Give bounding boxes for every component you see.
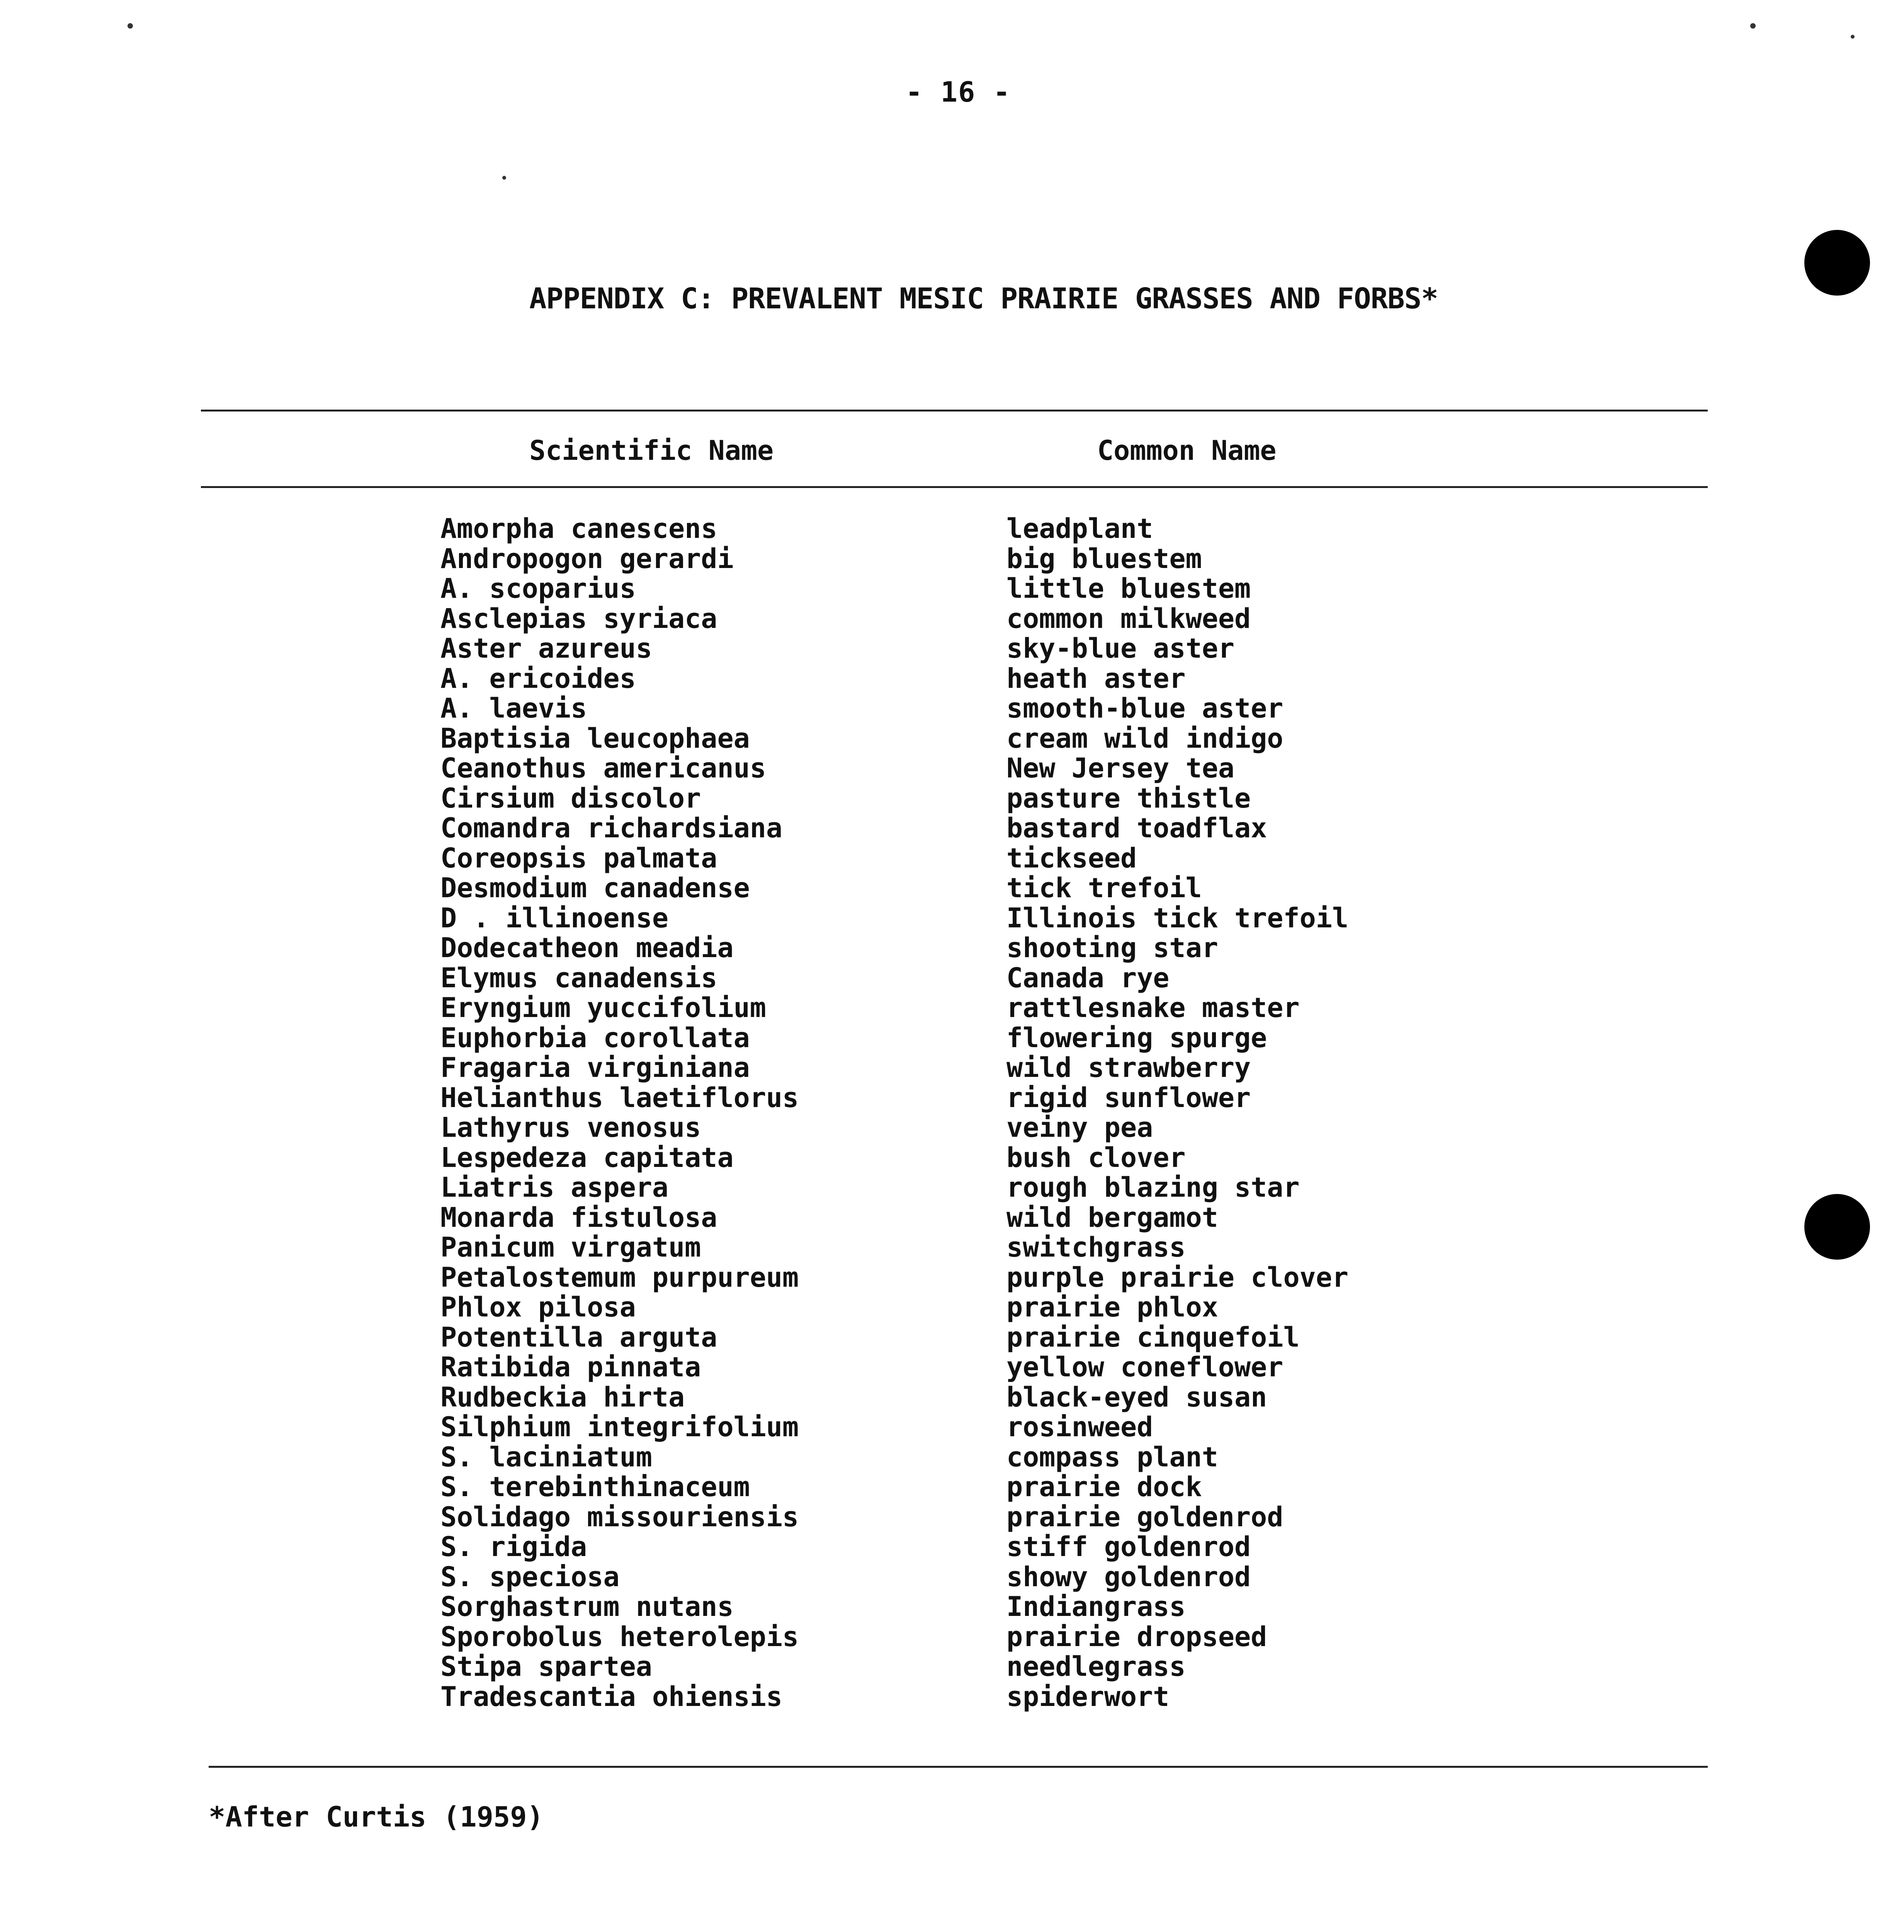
scientific-name-cell: Cirsium discolor xyxy=(440,782,701,814)
common-name-cell: veiny pea xyxy=(1006,1112,1153,1143)
common-name-cell: rattlesnake master xyxy=(1006,992,1300,1024)
scientific-name-cell: S. rigida xyxy=(440,1531,587,1563)
scientific-name-cell: Liatris aspera xyxy=(440,1172,669,1203)
scientific-name-cell: Desmodium canadense xyxy=(440,872,750,904)
binder-hole-top xyxy=(1804,230,1870,296)
common-name-cell: black-eyed susan xyxy=(1006,1381,1267,1413)
common-name-cell: big bluestem xyxy=(1006,543,1202,575)
table-row xyxy=(440,1502,1368,1532)
scientific-name-cell: Ceanothus americanus xyxy=(440,752,766,784)
table-row xyxy=(440,1383,1368,1413)
scientific-name-cell: A. scoparius xyxy=(440,573,636,604)
scan-speck xyxy=(1851,35,1855,39)
table-top-rule xyxy=(201,410,1708,412)
scientific-name-cell: Andropogon gerardi xyxy=(440,543,734,575)
table-row xyxy=(440,1233,1368,1263)
scientific-name-cell: Fragaria virginiana xyxy=(440,1052,750,1083)
common-name-cell: little bluestem xyxy=(1006,573,1251,604)
scientific-name-cell: D . illinoense xyxy=(440,902,669,934)
common-name-cell: compass plant xyxy=(1006,1441,1218,1473)
table-row xyxy=(440,1412,1368,1442)
common-name-cell: tickseed xyxy=(1006,842,1137,874)
table-row xyxy=(440,784,1368,814)
scientific-name-cell: Sporobolus heterolepis xyxy=(440,1621,799,1653)
table-row xyxy=(440,664,1368,694)
scientific-name-cell: A. ericoides xyxy=(440,662,636,694)
binder-hole-middle xyxy=(1804,1194,1870,1260)
scan-speck xyxy=(128,23,133,29)
scientific-name-cell: S. speciosa xyxy=(440,1561,620,1593)
common-name-cell: bastard toadflax xyxy=(1006,812,1267,844)
common-name-cell: shooting star xyxy=(1006,932,1218,964)
common-name-cell: leadplant xyxy=(1006,513,1153,544)
common-name-cell: wild bergamot xyxy=(1006,1201,1218,1233)
table-row xyxy=(440,1293,1368,1323)
common-name-cell: switchgrass xyxy=(1006,1231,1186,1263)
common-name-header: Common Name xyxy=(1097,435,1277,466)
scientific-name-cell: Elymus canadensis xyxy=(440,962,717,994)
common-name-cell: smooth-blue aster xyxy=(1006,692,1284,724)
common-name-cell: prairie cinquefoil xyxy=(1006,1321,1300,1353)
scientific-name-cell: Stipa spartea xyxy=(440,1651,652,1682)
scientific-name-cell: Amorpha canescens xyxy=(440,513,717,544)
table-row xyxy=(440,1023,1368,1053)
scientific-name-cell: Lespedeza capitata xyxy=(440,1141,734,1173)
table-row xyxy=(440,844,1368,874)
common-name-cell: prairie goldenrod xyxy=(1006,1501,1284,1533)
table-row xyxy=(440,1592,1368,1622)
table-row xyxy=(440,544,1368,574)
table-row xyxy=(440,1532,1368,1562)
scientific-name-cell: Petalostemum purpureum xyxy=(440,1261,799,1293)
common-name-cell: Canada rye xyxy=(1006,962,1170,994)
scientific-name-cell: Aster azureus xyxy=(440,633,652,664)
species-table-body xyxy=(440,514,1368,1712)
common-name-cell: New Jersey tea xyxy=(1006,752,1235,784)
table-row xyxy=(440,694,1368,724)
table-row xyxy=(440,1682,1368,1712)
common-name-cell: showy goldenrod xyxy=(1006,1561,1251,1593)
table-row xyxy=(440,1472,1368,1502)
table-row xyxy=(440,1442,1368,1473)
scientific-name-cell: Baptisia leucophaea xyxy=(440,722,750,754)
common-name-cell: tick trefoil xyxy=(1006,872,1202,904)
scientific-name-cell: Panicum virgatum xyxy=(440,1231,701,1263)
scientific-name-cell: Lathyrus venosus xyxy=(440,1112,701,1143)
table-row xyxy=(440,724,1368,754)
scientific-name-cell: S. terebinthinaceum xyxy=(440,1471,750,1503)
scientific-name-cell: Potentilla arguta xyxy=(440,1321,717,1353)
common-name-cell: prairie dropseed xyxy=(1006,1621,1267,1653)
common-name-cell: rosinweed xyxy=(1006,1411,1153,1443)
table-row xyxy=(440,1053,1368,1083)
table-row xyxy=(440,1083,1368,1113)
table-row xyxy=(440,1173,1368,1203)
common-name-cell: purple prairie clover xyxy=(1006,1261,1349,1293)
scientific-name-cell: Coreopsis palmata xyxy=(440,842,717,874)
page-number: - 16 - xyxy=(905,76,1011,108)
table-row xyxy=(440,753,1368,784)
table-header-rule xyxy=(201,486,1708,488)
scan-speck xyxy=(1750,23,1756,29)
table-row xyxy=(440,1203,1368,1233)
appendix-title: APPENDIX C: PREVALENT MESIC PRAIRIE GRASSES AND FORBS* xyxy=(529,282,1438,315)
table-row xyxy=(440,1562,1368,1592)
table-row xyxy=(440,1263,1368,1293)
scientific-name-cell: Sorghastrum nutans xyxy=(440,1591,734,1622)
scientific-name-cell: Rudbeckia hirta xyxy=(440,1381,685,1413)
table-row xyxy=(440,903,1368,934)
common-name-cell: common milkweed xyxy=(1006,602,1251,634)
common-name-cell: stiff goldenrod xyxy=(1006,1531,1251,1563)
common-name-cell: rough blazing star xyxy=(1006,1172,1300,1203)
common-name-cell: heath aster xyxy=(1006,662,1186,694)
scientific-name-cell: Comandra richardsiana xyxy=(440,812,783,844)
common-name-cell: prairie phlox xyxy=(1006,1291,1218,1323)
common-name-cell: wild strawberry xyxy=(1006,1052,1251,1083)
scientific-name-cell: Helianthus laetiflorus xyxy=(440,1082,799,1114)
common-name-cell: spiderwort xyxy=(1006,1680,1170,1713)
table-row xyxy=(440,873,1368,903)
table-row xyxy=(440,514,1368,544)
scan-speck xyxy=(502,176,506,180)
table-row xyxy=(440,933,1368,963)
footnote: *After Curtis (1959) xyxy=(209,1801,544,1833)
scientific-name-cell: A. laevis xyxy=(440,692,587,724)
common-name-cell: yellow coneflower xyxy=(1006,1351,1284,1383)
table-row xyxy=(440,1143,1368,1173)
table-row xyxy=(440,1652,1368,1682)
scientific-name-cell: Asclepias syriaca xyxy=(440,602,717,634)
table-row xyxy=(440,1352,1368,1383)
common-name-cell: needlegrass xyxy=(1006,1651,1186,1682)
common-name-cell: Illinois tick trefoil xyxy=(1006,902,1349,934)
scientific-name-cell: Silphium integrifolium xyxy=(440,1411,799,1443)
table-row xyxy=(440,604,1368,634)
scientific-name-cell: Euphorbia corollata xyxy=(440,1022,750,1054)
scientific-name-cell: S. laciniatum xyxy=(440,1441,652,1473)
common-name-cell: sky-blue aster xyxy=(1006,633,1235,664)
table-row xyxy=(440,963,1368,993)
scientific-name-header: Scientific Name xyxy=(529,435,774,466)
common-name-cell: rigid sunflower xyxy=(1006,1082,1251,1114)
common-name-cell: bush clover xyxy=(1006,1141,1186,1173)
scientific-name-cell: Dodecatheon meadia xyxy=(440,932,734,964)
table-row xyxy=(440,1622,1368,1652)
scientific-name-cell: Monarda fistulosa xyxy=(440,1201,717,1233)
table-bottom-rule xyxy=(209,1766,1708,1768)
common-name-cell: pasture thistle xyxy=(1006,782,1251,814)
table-row xyxy=(440,1323,1368,1353)
table-row xyxy=(440,1113,1368,1143)
common-name-cell: flowering spurge xyxy=(1006,1022,1267,1054)
common-name-cell: prairie dock xyxy=(1006,1471,1202,1503)
scientific-name-cell: Solidago missouriensis xyxy=(440,1501,799,1533)
scientific-name-cell: Eryngium yuccifolium xyxy=(440,992,766,1024)
table-row xyxy=(440,574,1368,604)
scientific-name-cell: Tradescantia ohiensis xyxy=(440,1680,783,1713)
scientific-name-cell: Phlox pilosa xyxy=(440,1291,636,1323)
table-row xyxy=(440,993,1368,1023)
table-row xyxy=(440,634,1368,664)
scientific-name-cell: Ratibida pinnata xyxy=(440,1351,701,1383)
table-row xyxy=(440,813,1368,844)
common-name-cell: cream wild indigo xyxy=(1006,722,1284,754)
common-name-cell: Indiangrass xyxy=(1006,1591,1186,1622)
